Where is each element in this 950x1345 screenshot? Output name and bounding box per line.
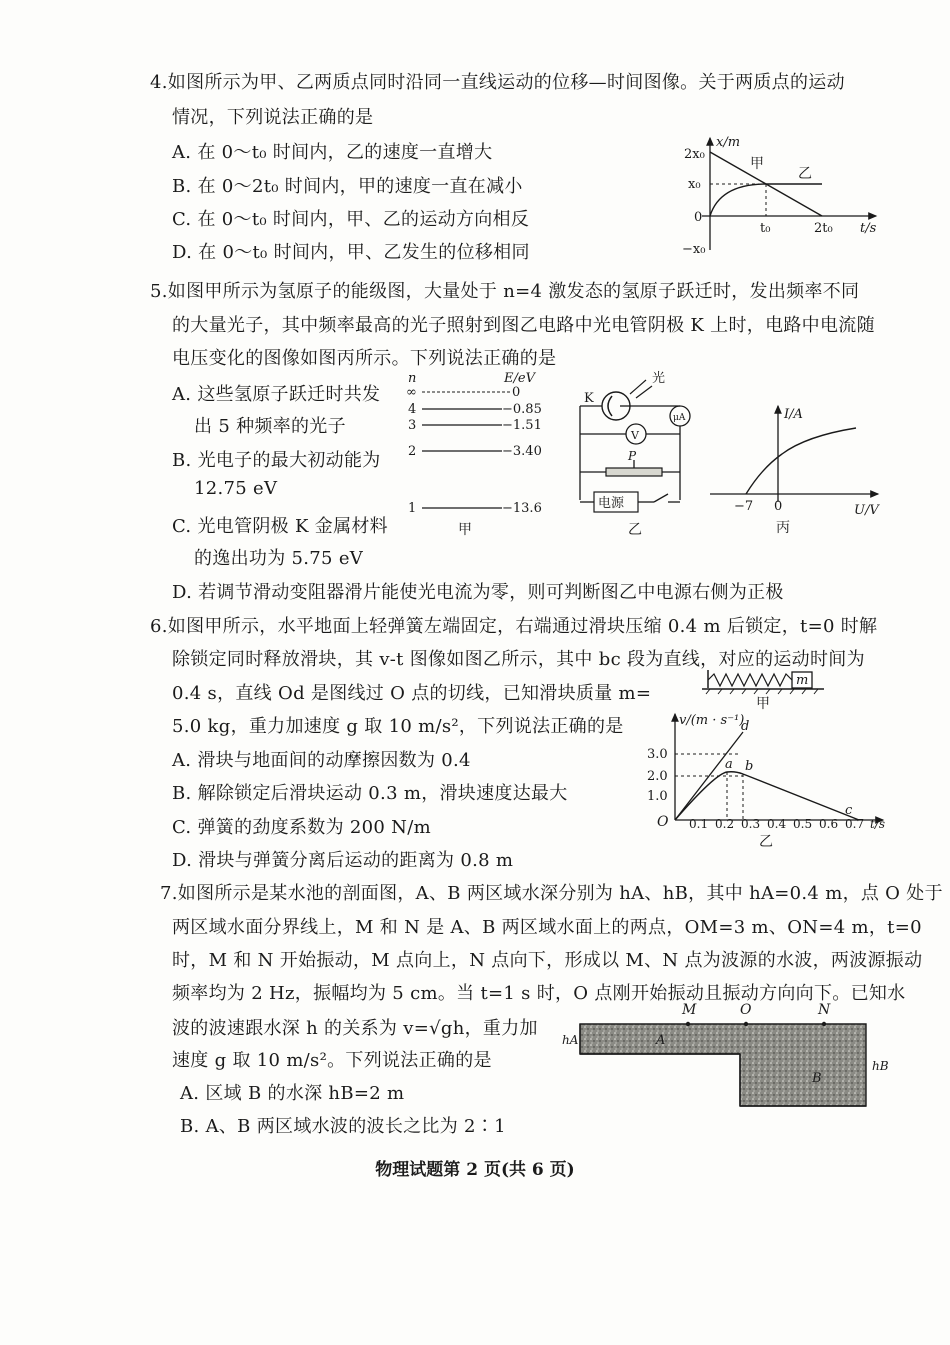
q7-label-hb: hB: [872, 1059, 889, 1073]
q6-point-b: b: [745, 759, 754, 774]
q4-label-jia: 甲: [750, 156, 764, 172]
q5-e-4: −0.85: [502, 402, 542, 417]
q5-rheostat: [606, 468, 662, 476]
q7-stem-line6: 速度 g 取 10 m/s²。下列说法正确的是: [172, 1050, 492, 1071]
q6-tick-t6: 0.6: [819, 817, 839, 831]
q6-option-d: D. 滑块与弹簧分离后运动的距离为 0.8 m: [172, 850, 514, 871]
q7-option-a: A. 区域 B 的水深 hB=2 m: [180, 1083, 405, 1104]
q6-point-c: c: [845, 803, 853, 818]
q7-label-o: O: [740, 1002, 752, 1018]
q4-tick-t0: t₀: [760, 221, 771, 236]
q7-option-b: B. A、B 两区域水波的波长之比为 2∶1: [180, 1116, 506, 1137]
q5-n-label: n: [408, 371, 417, 386]
q5-tick-zero: 0: [774, 499, 783, 514]
q5-e-3: −1.51: [502, 418, 542, 433]
q5-ammeter-label: μA: [673, 413, 686, 423]
q6-tick-t1: 0.1: [689, 817, 709, 831]
q4-tick-neg-x0: −x₀: [682, 242, 706, 257]
q4-curve-yi: [710, 184, 822, 216]
q5-u-label: U/V: [854, 503, 879, 518]
q5-option-d: D. 若调节滑动变阻器滑片能使光电流为零，则可判断图乙中电源右侧为正极: [172, 582, 784, 603]
q6-v-label: v/(m · s⁻¹): [679, 713, 745, 728]
q6-spring: [708, 674, 792, 686]
q4-option-a: A. 在 0～t₀ 时间内，乙的速度一直增大: [172, 142, 493, 163]
q4-stem-line1: 4.如图所示为甲、乙两质点同时沿同一直线运动的位移—时间图像。关于两质点的运动: [150, 72, 845, 93]
q6-caption-jia: 甲: [756, 696, 770, 712]
q5-option-c1: C. 光电管阴极 K 金属材料: [172, 516, 388, 537]
q4-label-yi: 乙: [798, 166, 812, 182]
q5-n-3: 3: [408, 418, 417, 433]
q6-option-a: A. 滑块与地面间的动摩擦因数为 0.4: [172, 750, 471, 771]
q5-caption-yi: 乙: [628, 522, 642, 538]
q5-light-arrow-2: [636, 386, 652, 398]
q7-stem-line4: 频率均为 2 Hz，振幅均为 5 cm。当 t=1 s 时，O 点刚开始振动且振动方向向下。已知水: [172, 983, 906, 1004]
q4-option-b: B. 在 0～2t₀ 时间内，甲的速度一直在减小: [172, 176, 523, 197]
q6-tick-3: 3.0: [647, 747, 668, 762]
q4-option-c: C. 在 0～t₀ 时间内，甲、乙的运动方向相反: [172, 209, 530, 230]
q6-stem-line2: 除锁定同时释放滑块，其 v-t 图像如图乙所示，其中 bc 段为直线，对应的运动时间为: [172, 649, 865, 670]
q6-tick-t7: 0.7: [845, 817, 865, 831]
q6-tick-t3: 0.3: [741, 817, 761, 831]
q5-stem-line3: 电压变化的图像如图丙所示。下列说法正确的是: [172, 348, 557, 369]
q6-tick-t4: 0.4: [767, 817, 787, 831]
q6-point-a: a: [725, 757, 733, 772]
q6-point-d: d: [741, 719, 750, 734]
q5-option-a2: 出 5 种频率的光子: [194, 416, 346, 437]
q4-ylabel: x/m: [716, 135, 741, 150]
q7-label-a: A: [656, 1033, 666, 1048]
q4-tick-2x0: 2x₀: [684, 147, 705, 162]
q7-pool-diagram: [560, 996, 900, 1120]
q7-label-b: B: [812, 1071, 822, 1086]
q5-e-1: −13.6: [502, 501, 542, 516]
q5-option-a1: A. 这些氢原子跃迁时共发: [172, 384, 381, 405]
q6-curve-oab: [675, 772, 743, 820]
q6-spring-figure: [700, 668, 830, 712]
q4-tick-2t0: 2t₀: [814, 221, 833, 236]
q7-point-m: [686, 1022, 690, 1026]
q5-n-inf: ∞: [406, 385, 417, 400]
q6-tick-1: 1.0: [647, 789, 668, 804]
q5-light-label: 光: [652, 371, 666, 386]
q5-caption-bing: 丙: [776, 520, 790, 536]
q5-stem-line1: 5.如图甲所示为氢原子的能级图，大量处于 n=4 激发态的氢原子跃迁时，发出频率不同: [150, 281, 860, 302]
q4-xlabel: t/s: [860, 221, 877, 236]
q7-stem-line2: 两区域水面分界线上，M 和 N 是 A、B 两区域水面上的两点，OM=3 m、ON=4 m，t=0: [172, 917, 922, 938]
q7-label-n: N: [818, 1002, 831, 1018]
q7-point-n: [822, 1022, 826, 1026]
q6-tick-2: 2.0: [647, 769, 668, 784]
q5-i-label: I/A: [784, 407, 803, 422]
q6-option-c: C. 弹簧的劲度系数为 200 N/m: [172, 817, 431, 838]
q5-e-inf: 0: [512, 385, 521, 400]
q7-stem-line5: 波的波速跟水深 h 的关系为 v=√gh，重力加: [172, 1018, 538, 1039]
q4-stem-line2: 情况，下列说法正确的是: [172, 107, 374, 128]
q6-stem-line1: 6.如图甲所示，水平地面上轻弹簧左端固定，右端通过滑块压缩 0.4 m 后锁定，t=0 时解: [150, 616, 878, 637]
q5-tick-neg7: −7: [734, 499, 754, 514]
q6-option-b: B. 解除锁定后滑块运动 0.3 m，滑块速度达最大: [172, 783, 568, 804]
q5-n-2: 2: [408, 444, 417, 459]
q5-n-4: 4: [408, 402, 417, 417]
q6-stem-line3: 0.4 s，直线 Od 是图线过 O 点的切线，已知滑块质量 m=: [172, 683, 652, 704]
q5-stem-line2: 的大量光子，其中频率最高的光子照射到图乙电路中光电管阴极 K 上时，电路中电流随: [172, 315, 875, 336]
q6-line-bc: [743, 774, 859, 820]
q5-option-c2: 的逸出功为 5.75 eV: [194, 548, 364, 569]
q7-stem-line1: 7.如图所示是某水池的剖面图，A、B 两区域水深分别为 hA、hB，其中 hA=0.4 m，点 O 处于: [160, 883, 943, 904]
q7-water-region: [580, 1024, 866, 1106]
q5-voltmeter-label: V: [631, 429, 639, 442]
q5-caption-jia: 甲: [458, 522, 472, 538]
q5-iu-graph: [706, 398, 886, 540]
q7-label-m: M: [682, 1002, 697, 1018]
q5-source-label: 电源: [598, 496, 625, 511]
q5-circuit-diagram: [570, 368, 700, 540]
q6-caption-yi: 乙: [759, 834, 773, 850]
q5-slider-p: P: [628, 449, 637, 463]
q4-tick-0: 0: [694, 210, 703, 225]
page-footer: 物理试题第 2 页(共 6 页): [375, 1160, 575, 1180]
q6-vt-graph: [645, 708, 895, 858]
q5-energy-level-diagram: [398, 368, 558, 540]
q6-tick-t5: 0.5: [793, 817, 813, 831]
q5-cathode-k: K: [584, 391, 594, 406]
q6-tangent-od: [675, 732, 743, 820]
q5-switch: [654, 494, 668, 502]
q6-t-label: t/s: [870, 817, 886, 831]
q5-e-2: −3.40: [502, 444, 542, 459]
q6-stem-line4: 5.0 kg，重力加速度 g 取 10 m/s²，下列说法正确的是: [172, 716, 624, 737]
q6-origin: O: [657, 814, 669, 830]
q5-iu-curve: [746, 428, 856, 494]
q7-point-o: [744, 1022, 748, 1026]
q7-stem-line3: 时，M 和 N 开始振动，M 点向上，N 点向下，形成以 M、N 点为波源的水波，两波源振动: [172, 950, 923, 971]
q5-e-label: E/eV: [504, 371, 535, 386]
q4-tick-x0: x₀: [688, 177, 701, 192]
q6-block-m: m: [796, 673, 809, 688]
q6-tick-t2: 0.2: [715, 817, 735, 831]
q5-option-b1: B. 光电子的最大初动能为: [172, 450, 381, 471]
q5-n-1: 1: [408, 501, 417, 516]
q4-option-d: D. 在 0～t₀ 时间内，甲、乙发生的位移相同: [172, 242, 530, 263]
q4-xt-graph: [680, 132, 885, 260]
q5-option-b2: 12.75 eV: [194, 478, 278, 499]
q7-label-ha: hA: [562, 1033, 579, 1047]
